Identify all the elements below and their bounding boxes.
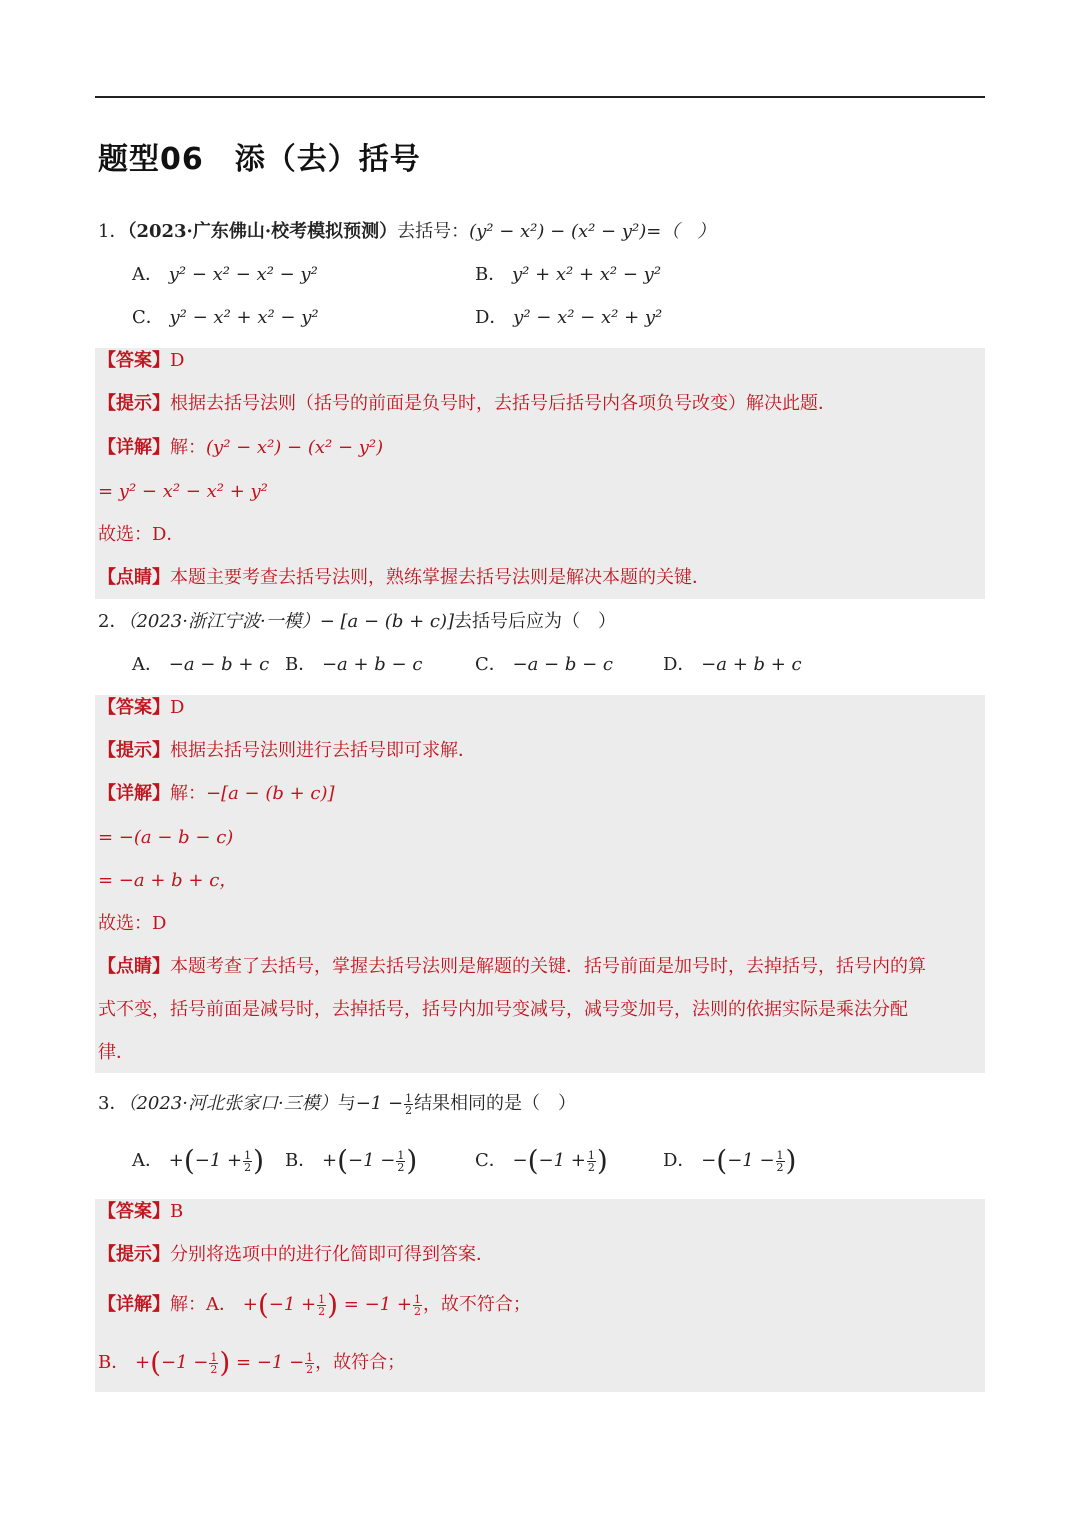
q1-detail (98, 435, 383, 461)
q1-detail-line-3: 故选：D． (98, 524, 185, 545)
q2-option-c[interactable] (475, 652, 613, 678)
hint-text: 根据去括号法则（括号的前面是负号时，去括号后括号内各项负号改变）解决此题． (170, 393, 836, 414)
option-expr: y² − x² + x² − y² (169, 307, 319, 328)
q3-answer (98, 1199, 183, 1225)
q1-option-a[interactable] (132, 262, 318, 288)
paren-open: ( (527, 1144, 539, 1177)
comment-text: 本题主要考查去括号法则，熟练掌握去括号法则是解决本题的关键． (170, 567, 710, 588)
hint-tag: 【提示】 (98, 740, 170, 761)
q1-solution-box (95, 348, 985, 599)
paren-close: ) (219, 1346, 231, 1379)
paren-open: ( (257, 1288, 269, 1321)
paren-open: ( (150, 1346, 161, 1379)
option-letter: A． (132, 1150, 163, 1171)
paren-close: ) (253, 1144, 265, 1177)
option-expr: −a − b + c (168, 654, 270, 675)
paren-close: ) (327, 1288, 339, 1321)
header-rule (95, 96, 985, 98)
option-letter: B． (285, 654, 317, 675)
fraction (404, 1093, 413, 1116)
detail-lead: 解： (170, 783, 206, 804)
q2-option-a[interactable] (132, 652, 269, 678)
q2-detail-line-4: 故选：D (98, 913, 167, 934)
option-letter: D． (663, 1150, 696, 1171)
hint-text: 根据去括号法则进行去括号即可求解． (170, 740, 476, 761)
q1-option-c[interactable] (132, 305, 319, 331)
q1-answer (98, 348, 184, 374)
detail-line: −[a − (b + c)] (206, 783, 335, 804)
q1-source: （2023·广东佛山·校考模拟预测） (127, 221, 398, 242)
q3-detail (98, 1288, 531, 1321)
fraction (209, 1352, 218, 1375)
frac-den: 2 (397, 1160, 405, 1174)
option-sign: + (168, 1150, 184, 1171)
q2-comment (98, 954, 926, 980)
q2-number: 2． (98, 611, 128, 632)
option-letter: C． (475, 654, 507, 675)
detail-line: (y² − x²) − (x² − y²) (206, 437, 384, 458)
detail-lead: 解：A． (170, 1294, 237, 1315)
option-sign: + (321, 1150, 338, 1171)
detail-tail: ，故不符合； (422, 1294, 531, 1315)
q3-stem (98, 1091, 576, 1117)
q2-detail-line-2: = −(a − b − c) (98, 827, 234, 848)
option-expr: y² − x² − x² + y² (513, 307, 663, 328)
q1-number: 1． (98, 221, 128, 242)
paren-close: ) (406, 1144, 418, 1177)
option-letter: B． (285, 1150, 317, 1171)
paren-close: ) (785, 1144, 797, 1177)
answer-tag: 【答案】 (98, 1201, 170, 1222)
frac-num: 1 (210, 1350, 218, 1364)
q2-comment-line-2: 式不变，括号前面是减号时，去掉括号，括号内加号变减号，减号变加号，法则的依据实际是乘法分配 (98, 999, 908, 1020)
q3-stem-math: −1 − (355, 1093, 404, 1114)
q2-detail-line-3: = −a + b + c， (98, 870, 238, 891)
option-expr: −a − b − c (512, 654, 613, 675)
hint-tag: 【提示】 (98, 393, 170, 414)
frac-num: 1 (318, 1292, 326, 1306)
option-sign: − (512, 1150, 528, 1171)
fraction (305, 1352, 314, 1375)
detail-tag: 【详解】 (98, 783, 170, 804)
q3-option-c[interactable] (475, 1144, 608, 1177)
frac-num: 1 (306, 1350, 314, 1364)
option-letter: D． (475, 307, 508, 328)
detail-inner: −1 + (268, 1294, 317, 1315)
frac-den: 2 (210, 1362, 218, 1376)
comment-tag: 【点睛】 (98, 956, 170, 977)
fraction (776, 1150, 785, 1173)
option-letter: A． (132, 264, 163, 285)
q3-option-b[interactable] (285, 1144, 418, 1177)
q2-stem-text: 去括号后应为（ ） (454, 611, 616, 632)
hint-text: 分别将选项中的进行化简即可得到答案． (170, 1244, 494, 1265)
q2-option-b[interactable] (285, 652, 422, 678)
q3-option-d[interactable] (663, 1144, 797, 1177)
option-inner: −1 + (538, 1150, 586, 1171)
option-expr: −a + b + c (701, 654, 802, 675)
q2-option-d[interactable] (663, 652, 802, 678)
answer-tag: 【答案】 (98, 697, 170, 718)
frac-den: 2 (413, 1304, 421, 1318)
frac-den: 2 (776, 1160, 784, 1174)
option-inner: −1 − (348, 1150, 396, 1171)
paren-close: ) (596, 1144, 608, 1177)
q2-comment-line-3: 律． (98, 1042, 134, 1063)
paren-open: ( (716, 1144, 728, 1177)
detail-rhs: = −1 + (343, 1294, 412, 1315)
option-letter: D． (663, 654, 696, 675)
paren-open: ( (337, 1144, 348, 1177)
option-expr: −a + b − c (321, 654, 423, 675)
q2-stem-math: − [a − (b + c)] (319, 611, 454, 632)
detail-tag: 【详解】 (98, 437, 170, 458)
frac-den: 2 (587, 1160, 595, 1174)
frac-num: 1 (413, 1292, 421, 1306)
detail-sign: + (134, 1352, 151, 1373)
frac-num: 1 (397, 1148, 405, 1162)
q1-hint (98, 391, 836, 417)
paren-open: ( (183, 1144, 195, 1177)
q1-stem-math: (y² − x²) − (x² − y²)=（ ） (469, 221, 716, 242)
comment-text: 本题考查了去括号，掌握去括号法则是解题的关键．括号前面是加号时，去掉括号，括号内的算 (170, 956, 926, 977)
q1-option-b[interactable] (475, 262, 661, 288)
option-inner: −1 − (727, 1150, 775, 1171)
fraction (243, 1150, 252, 1173)
page-title: 题型06 添（去）括号 (98, 142, 421, 177)
comment-tag: 【点睛】 (98, 567, 170, 588)
q3-stem-pre: 与 (337, 1093, 356, 1114)
fraction (587, 1150, 596, 1173)
q1-stem-text: 去括号： (397, 221, 470, 242)
q2-stem (98, 609, 616, 635)
q2-answer (98, 695, 184, 721)
answer-value: D (170, 697, 185, 718)
frac-den: 2 (405, 1103, 413, 1117)
option-inner: −1 + (194, 1150, 243, 1171)
answer-value: B (170, 1201, 184, 1222)
q3-option-a[interactable] (132, 1144, 265, 1177)
frac-num: 1 (405, 1091, 413, 1105)
option-letter: C． (475, 1150, 507, 1171)
detail-rhs: = −1 − (236, 1352, 305, 1373)
detail-sign: + (242, 1294, 258, 1315)
fraction (317, 1294, 326, 1317)
option-letter: A． (132, 654, 163, 675)
answer-value: D (170, 350, 185, 371)
hint-tag: 【提示】 (98, 1244, 170, 1265)
q2-hint (98, 738, 476, 764)
option-expr: y² + x² + x² − y² (511, 264, 662, 285)
option-expr: y² − x² − x² − y² (168, 264, 318, 285)
frac-den: 2 (306, 1362, 314, 1376)
option-letter: B． (475, 264, 507, 285)
option-letter: C． (132, 307, 164, 328)
q3-source: （2023·河北张家口·三模） (127, 1093, 338, 1114)
q3-number: 3． (98, 1093, 128, 1114)
frac-den: 2 (244, 1160, 252, 1174)
detail-tag: 【详解】 (98, 1294, 170, 1315)
frac-den: 2 (318, 1304, 326, 1318)
fraction (396, 1150, 405, 1173)
answer-tag: 【答案】 (98, 350, 170, 371)
frac-num: 1 (244, 1148, 252, 1162)
detail-lead: 解： (170, 437, 206, 458)
q1-detail-line-2: = y² − x² − x² + y² (98, 481, 268, 502)
q3-hint (98, 1242, 494, 1268)
q3-detail-b (98, 1346, 406, 1379)
q1-option-d[interactable] (475, 305, 662, 331)
detail-tail: ，故符合； (315, 1352, 406, 1373)
option-sign: − (701, 1150, 717, 1171)
q1-stem (98, 219, 715, 245)
q2-detail (98, 781, 335, 807)
fraction (413, 1294, 422, 1317)
q1-comment (98, 565, 710, 591)
detail-inner: −1 − (161, 1352, 209, 1373)
q3-stem-text: 结果相同的是（ ） (414, 1093, 577, 1114)
frac-num: 1 (587, 1148, 595, 1162)
detail-lead: B． (98, 1352, 130, 1373)
frac-num: 1 (776, 1148, 784, 1162)
q2-source: （2023·浙江宁波·一模） (127, 611, 320, 632)
